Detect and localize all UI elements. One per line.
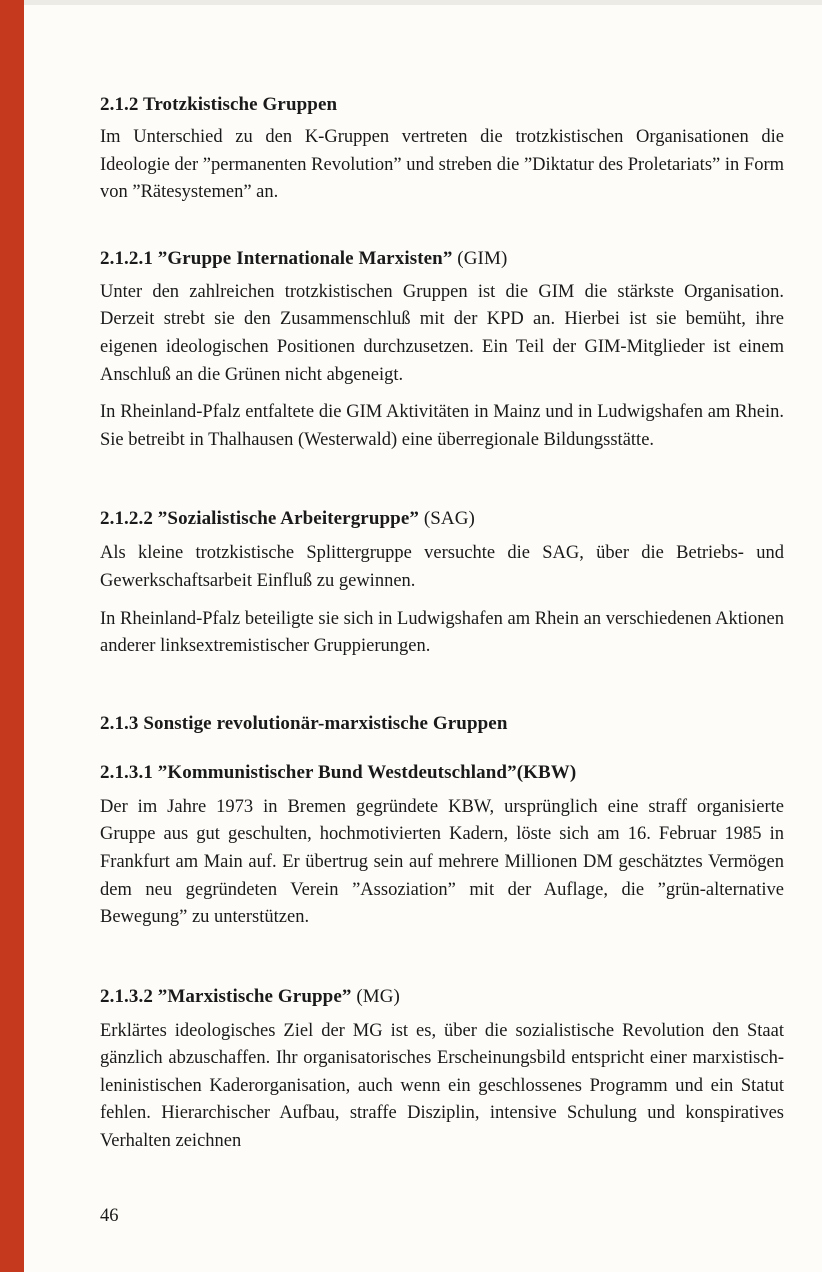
section-heading-abbrev: (MG) (351, 985, 400, 1007)
paragraph: Der im Jahre 1973 in Bremen gegründete KBW, ursprünglich eine straff organisierte Gruppe aus gut geschulten, hochmotivierten Kadern, löste sich am 16. Februar 1985 in Frankfurt am Main auf. Er übertrug sein auf mehrere Millionen DM geschätztes Vermögen dem neu gegründeten Verein ”Assoziation” mit der Auflage, die ”grün-alternative Bewegung” zu unterstützen. (100, 796, 784, 928)
page-content (100, 92, 784, 1156)
section-heading-abbrev: (SAG) (418, 508, 475, 530)
section-heading: 2.1.2 Trotzkistische Gruppen (100, 94, 338, 115)
paragraph: Im Unterschied zu den K-Gruppen vertreten die trotzkistischen Organisationen die Ideologie der ”permanenten Revolution” und streben die ”Diktatur des Proletariats” in Form von ”Rätesystemen” an. (100, 127, 784, 203)
section-2-1-2-2 (100, 506, 784, 660)
section-2-1-3 (100, 711, 784, 737)
section-2-1-3-2 (100, 984, 784, 1156)
section-heading-title: 2.1.2.1 ”Gruppe Internationale Marxisten” (100, 247, 453, 269)
section-heading: 2.1.3 Sonstige revolutionär-marxistische Gruppen (100, 712, 508, 734)
section-2-1-2-1 (100, 246, 784, 455)
paragraph: In Rheinland-Pfalz entfaltete die GIM Aktivitäten in Mainz und in Ludwigshafen am Rhein. Sie betreibt in Thalhausen (Westerwald) eine überregionale Bildungsstätte. (100, 402, 784, 450)
section-heading (100, 506, 784, 532)
section-2-1-3-1 (100, 760, 784, 932)
section-heading-abbrev: (GIM) (452, 247, 508, 269)
section-heading (100, 984, 784, 1010)
page-number: 46 (100, 1206, 119, 1226)
section-heading (100, 246, 784, 272)
section-2-1-2 (100, 92, 784, 207)
section-heading-title: 2.1.3.2 ”Marxistische Gruppe” (100, 985, 352, 1007)
paragraph: Als kleine trotzkistische Splittergruppe versuchte die SAG, über die Betriebs- und Gewerkschaftsarbeit Einfluß zu gewinnen. (100, 543, 784, 591)
section-heading-title: 2.1.2.2 ”Sozialistische Arbeitergruppe” (100, 508, 419, 530)
page-edge-bar (0, 0, 24, 1272)
paragraph: In Rheinland-Pfalz beteiligte sie sich in Ludwigshafen am Rhein an verschiedenen Aktionen anderer linksextremistischer Gruppierungen. (100, 608, 784, 657)
section-heading: 2.1.3.1 ”Kommunistischer Bund Westdeutschland”(KBW) (100, 761, 577, 783)
scan-top-edge (24, 0, 822, 5)
paragraph: Unter den zahlreichen trotzkistischen Gruppen ist die GIM die stärkste Organisation. Derzeit strebt sie den Zusammenschluß mit der KPD an. Hierbei ist sie bemüht, ihre eigenen ideologischen Positionen durchzusetzen. Ein Teil der GIM-Mitglieder ist einem Anschluß an die Grünen nicht abgeneigt. (100, 281, 784, 385)
paragraph: Erklärtes ideologisches Ziel der MG ist es, über die sozialistische Revolution den Staat gänzlich abzuschaffen. Ihr organisatorisches Erscheinungsbild entspricht einer marxistisch-leninistischen Kaderorganisation, auch wenn ein geschlossenes Programm und ein Statut fehlen. Hierarchischer Aufbau, straffe Disziplin, intensive Schulung und konspiratives Verhalten zeichnen (100, 1020, 784, 1152)
